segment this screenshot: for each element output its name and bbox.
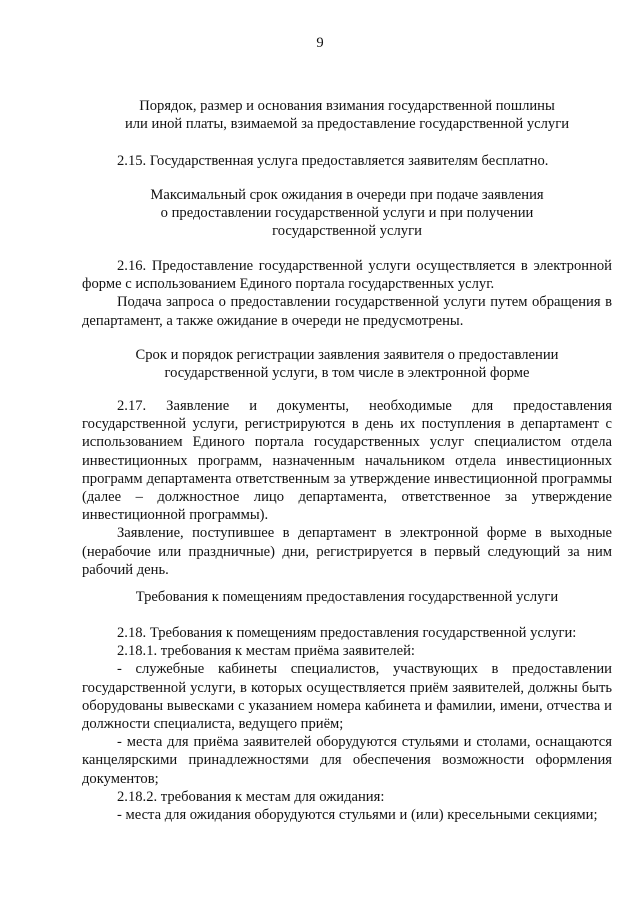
paragraph-2-17: 2.17. Заявление и документы, необходимые для предоставления государственной услуги, регистрируются в день их поступления в департамент с использованием Единого портала государственных услуг специалистом отдела инвестиционных программ, назначенным начальником отдела инвестиционных программ департамента ответственным за утверждение инвестиционной программы (далее – должностное лицо департамента, ответственное за утверждение инвестиционной программы). Заявление, поступившее в департамент в электронной форме в выходные (нерабочие или праздничные) дни, регистрируется в первый следующий за ним рабочий день. (82, 398, 612, 578)
paragraph-2-18: 2.18. Требования к помещениям предоставления государственной услуги: 2.18.1. требования к местам приёма заявителей: - служебные кабинеты специалистов, участвующих в предоставлении государственной услуги, в которых осуществляется приём заявителей, должны быть оборудованы вывесками с указанием номера кабинета и фамилии, имени, отчества и должности специалиста, ведущего приём; - места для приёма заявителей оборудуются стульями и столами, оснащаются канцелярскими принадлежностями для обеспечения возможности оформления документов; 2.18.2. требования к местам для ожидания: - места для ожидания оборудуются стульями и (или) кресельными секциями; (82, 625, 612, 824)
heading-line: государственной услуги, в том числе в электронной форме (164, 365, 530, 382)
list-item: - места для приёма заявителей оборудуются стульями и столами, оснащаются канцелярскими принадлежностями для обеспечения возможности оформления документов; (82, 734, 612, 787)
heading-line: государственной услуги (272, 223, 422, 240)
heading-line: о предоставлении государственной услуги и при получении (160, 205, 534, 222)
paragraph-2-15: 2.15. Государственная услуга предоставляется заявителям бесплатно. (117, 153, 549, 169)
heading-line: или иной платы, взимаемой за предоставление государственной услуги (124, 116, 570, 133)
heading-waiting-time (82, 186, 612, 241)
page-number: 9 (316, 35, 324, 51)
paragraph-2-17-continued: Заявление, поступившее в департамент в электронной форме в выходные (нерабочие или праздничные) дни, регистрируется в первый следующий за ним рабочий день. (82, 525, 612, 578)
heading-registration (82, 346, 612, 382)
heading-line: Порядок, размер и основания взимания государственной пошлины (139, 98, 555, 114)
heading-state-fee (82, 97, 612, 133)
heading-line: Срок и порядок регистрации заявления заявителя о предоставлении (135, 347, 559, 363)
list-item: - места для ожидания оборудуются стульями и (или) кресельными секциями; (117, 807, 598, 824)
heading-line: Требования к помещениям предоставления государственной услуги (135, 589, 559, 605)
heading-premises (82, 588, 612, 606)
paragraph-2-18-1: 2.18.1. требования к местам приёма заявителей: (117, 643, 415, 660)
paragraph-2-18-2: 2.18.2. требования к местам для ожидания: (117, 788, 385, 805)
paragraph-2-16-continued: Подача запроса о предоставлении государственной услуги путем обращения в департамент, а также ожидание в очереди не предусмотрены. (82, 294, 612, 329)
heading-line: Максимальный срок ожидания в очереди при подаче заявления (150, 187, 544, 203)
list-item: - служебные кабинеты специалистов, участвующих в предоставлении государственной услуги, в которых осуществляется приём заявителей, должны быть оборудованы вывесками с указанием номера кабинета и фамилии, имени, отчества и должности специалиста, ведущего приём; (82, 661, 612, 733)
paragraph-2-16: 2.16. Предоставление государственной услуги осуществляется в электронной форме с использованием Единого портала государственных услуг. Подача запроса о предоставлении государственной услуги путем обращения в департамент, а также ожидание в очереди не предусмотрены. (82, 258, 612, 329)
